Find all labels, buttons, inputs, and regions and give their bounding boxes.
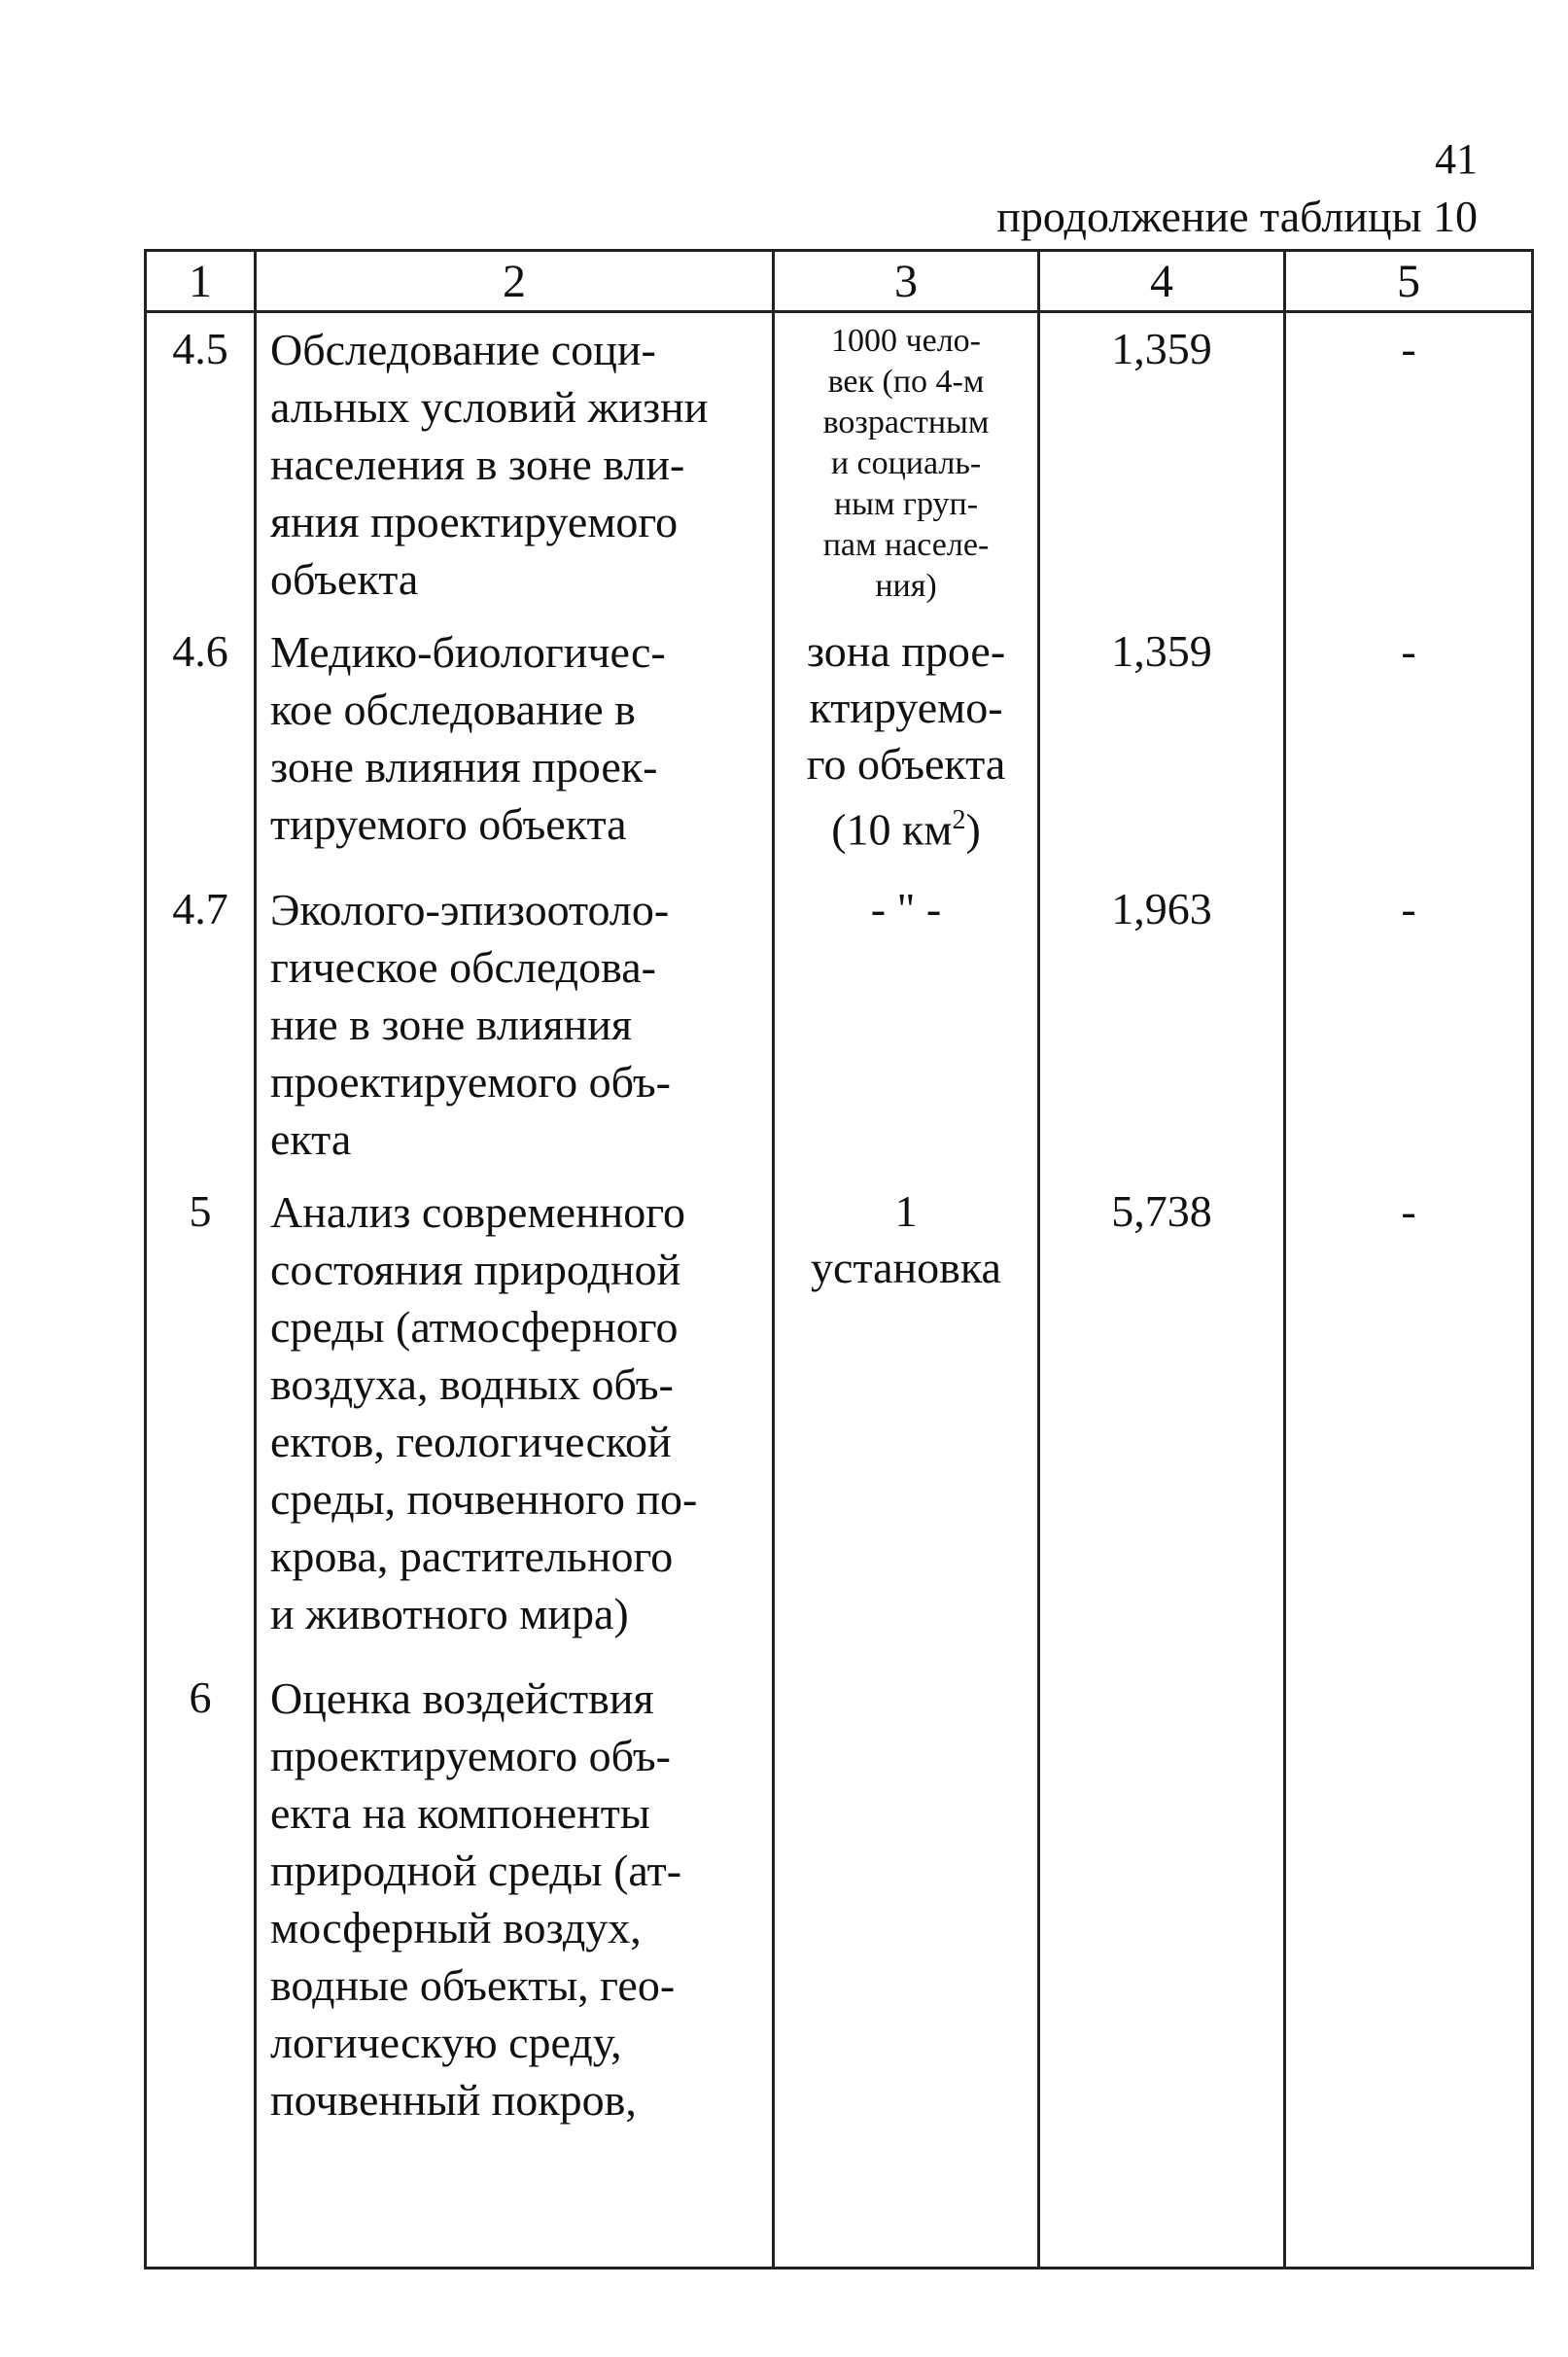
column-header-4: 4	[1039, 251, 1285, 312]
column-header-1: 1	[146, 251, 256, 312]
column-5-value	[1285, 1662, 1533, 2269]
work-description: Оценка воздействия проектируемого объ- екта на компоненты природной среды (ат- мосферный воздух, водные объекты, гео- логическую среду, почвенный покров,	[256, 1662, 774, 2269]
row-number: 5	[146, 1176, 256, 1662]
work-description: Медико-биологичес- кое обследование в зоне влияния проек- тируемого объекта	[256, 616, 774, 873]
row-number: 4.7	[146, 873, 256, 1176]
work-description: Анализ современного состояния природной среды (атмосферного воздуха, водных объ- ектов, геологической среды, почвенного по- крова, растительного и животного мира)	[256, 1176, 774, 1662]
row-number: 4.5	[146, 312, 256, 616]
work-unit: 1000 чело- век (по 4-м возрастным и социаль- ным груп- пам населе- ния)	[774, 312, 1039, 616]
column-header-5: 5	[1285, 251, 1533, 312]
column-5-value: -	[1285, 873, 1533, 1176]
cost-value: 1,359	[1039, 616, 1285, 873]
cost-value	[1039, 1662, 1285, 2269]
table-row	[146, 616, 1533, 873]
work-unit	[774, 616, 1039, 873]
work-unit	[774, 1662, 1039, 2269]
cost-value: 5,738	[1039, 1176, 1285, 1662]
page-number: 41	[1435, 135, 1478, 183]
table-row	[146, 312, 1533, 616]
column-5-value: -	[1285, 312, 1533, 616]
cost-value: 1,359	[1039, 312, 1285, 616]
row-number: 4.6	[146, 616, 256, 873]
table-caption: продолжение таблицы 10	[996, 192, 1478, 241]
work-description: Обследование соци- альных условий жизни населения в зоне вли- яния проектируемого объекта	[256, 312, 774, 616]
column-header-3: 3	[774, 251, 1039, 312]
work-description: Эколого-эпизоотоло- гическое обследова- ние в зоне влияния проектируемого объ- екта	[256, 873, 774, 1176]
table-row	[146, 1176, 1533, 1662]
table-row	[146, 873, 1533, 1176]
work-unit: 1 установка	[774, 1176, 1039, 1662]
row-number: 6	[146, 1662, 256, 2269]
table-row	[146, 1662, 1533, 2269]
column-5-value: -	[1285, 1176, 1533, 1662]
work-unit-end: )	[965, 804, 981, 855]
column-header-2: 2	[256, 251, 774, 312]
estimate-table	[144, 249, 1534, 2269]
table-header-row	[146, 251, 1533, 312]
cost-value: 1,963	[1039, 873, 1285, 1176]
work-unit-text: зона прое- ктируемо- го объекта (10 км	[806, 626, 1006, 855]
work-unit-superscript: 2	[952, 805, 966, 835]
column-5-value: -	[1285, 616, 1533, 873]
work-unit: - " -	[774, 873, 1039, 1176]
